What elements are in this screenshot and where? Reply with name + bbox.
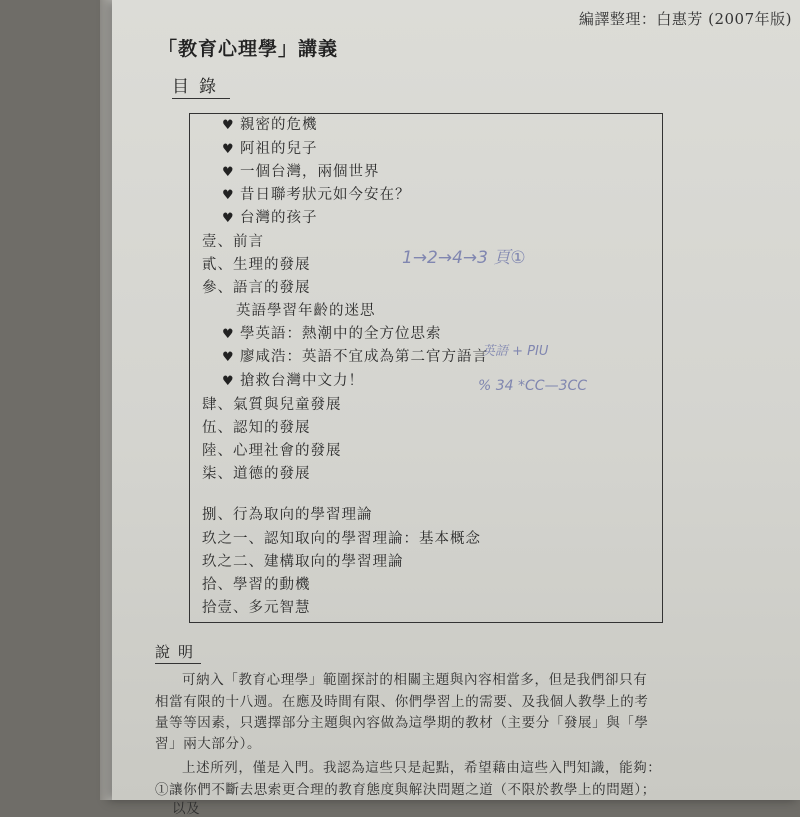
toc-item-label: 阿祖的兒子 [240, 141, 318, 157]
heart-bullet-icon: ♥ [222, 165, 235, 180]
toc-item-label: 陸、心理社會的發展 [202, 443, 342, 459]
handwritten-note-numbers: % 34 *CC—3CC [478, 378, 588, 394]
toc-item [222, 160, 380, 181]
toc-item-label: 一個台灣，兩個世界 [240, 164, 380, 180]
toc-item [202, 527, 481, 548]
explanation-line: ①讓你們不斷去思索更合理的教育態度與解決問題之道（不限於教學上的問題）； [155, 782, 656, 798]
toc-item [202, 416, 311, 437]
document-title: 「教育心理學」講義 [158, 38, 339, 60]
explanation-line: 可納入「教育心理學」範圍探討的相關主題與內容相當多，但是我們卻只有 [182, 672, 648, 688]
toc-item-label: 肆、氣質與兒童發展 [202, 397, 342, 413]
toc-item [222, 113, 318, 134]
toc-item [202, 573, 311, 594]
explanation-line: 上述所列，僅是入門。我認為這些只是起點，希望藉由這些入門知識，能夠： [182, 760, 662, 776]
heart-bullet-icon: ♥ [222, 211, 235, 226]
toc-item [202, 230, 264, 251]
toc-item-label: 廖咸浩：英語不宜成為第二官方語言 [240, 349, 488, 365]
page-binding-edge [100, 0, 112, 800]
explanation-line: 相當有限的十八週。在應及時間有限、你們學習上的需要、及我個人教學上的考 [155, 694, 649, 710]
toc-item-label: 柒、道德的發展 [202, 466, 311, 482]
handwritten-note-pages: 1→2→4→3 頁① [402, 248, 526, 268]
heart-bullet-icon: ♥ [222, 188, 235, 203]
toc-item-label: 伍、認知的發展 [202, 420, 311, 436]
toc-item-label: 搶救台灣中文力！ [240, 373, 364, 389]
editor-note: 編譯整理：白惠芳 (2007年版) [578, 10, 792, 28]
toc-item-label: 玖之一、認知取向的學習理論：基本概念 [202, 531, 481, 547]
heart-bullet-icon: ♥ [222, 350, 235, 365]
toc-item-label: 拾壹、多元智慧 [202, 600, 311, 616]
toc-item [202, 439, 342, 460]
toc-item-label: 親密的危機 [240, 117, 318, 133]
toc-item-label: 拾、學習的動機 [202, 577, 311, 593]
handwritten-note-english: 英語 + PIU [482, 344, 549, 359]
toc-item-label: 玖之二、建構取向的學習理論 [202, 554, 404, 570]
toc-item [222, 322, 442, 343]
toc-item-label: 貳、生理的發展 [202, 257, 311, 273]
heart-bullet-icon: ♥ [222, 374, 235, 389]
toc-item [236, 299, 376, 320]
toc-item-label: 參、語言的發展 [202, 280, 311, 296]
explanation-line: 量等等因素，只選擇部分主題與內容做為這學期的教材（主要分「發展」與「學 [155, 715, 649, 731]
toc-item [222, 183, 411, 204]
toc-item [202, 503, 373, 524]
toc-item-label: 台灣的孩子 [240, 210, 318, 226]
toc-item [202, 276, 311, 297]
heart-bullet-icon: ♥ [222, 118, 235, 133]
toc-item [202, 550, 404, 571]
toc-item-label: 學英語：熱潮中的全方位思索 [240, 326, 442, 342]
toc-item-label: 昔日聯考狀元如今安在？ [240, 187, 411, 203]
explanation-heading: 說明 [155, 641, 201, 664]
toc-heading: 目錄 [172, 72, 230, 99]
toc-item-label: 捌、行為取向的學習理論 [202, 507, 373, 523]
heart-bullet-icon: ♥ [222, 142, 235, 157]
toc-item-label: 壹、前言 [202, 234, 264, 250]
explanation-line: 習」兩大部分）。 [155, 736, 262, 752]
toc-item [222, 137, 318, 158]
heart-bullet-icon: ♥ [222, 327, 235, 342]
toc-item [202, 596, 311, 617]
toc-item [202, 393, 342, 414]
toc-item [222, 206, 318, 227]
explanation-line: 以及 [172, 801, 201, 817]
toc-item [202, 253, 311, 274]
toc-item [202, 462, 311, 483]
toc-item [222, 345, 488, 366]
toc-item-label: 英語學習年齡的迷思 [236, 303, 376, 319]
toc-item [222, 369, 364, 390]
